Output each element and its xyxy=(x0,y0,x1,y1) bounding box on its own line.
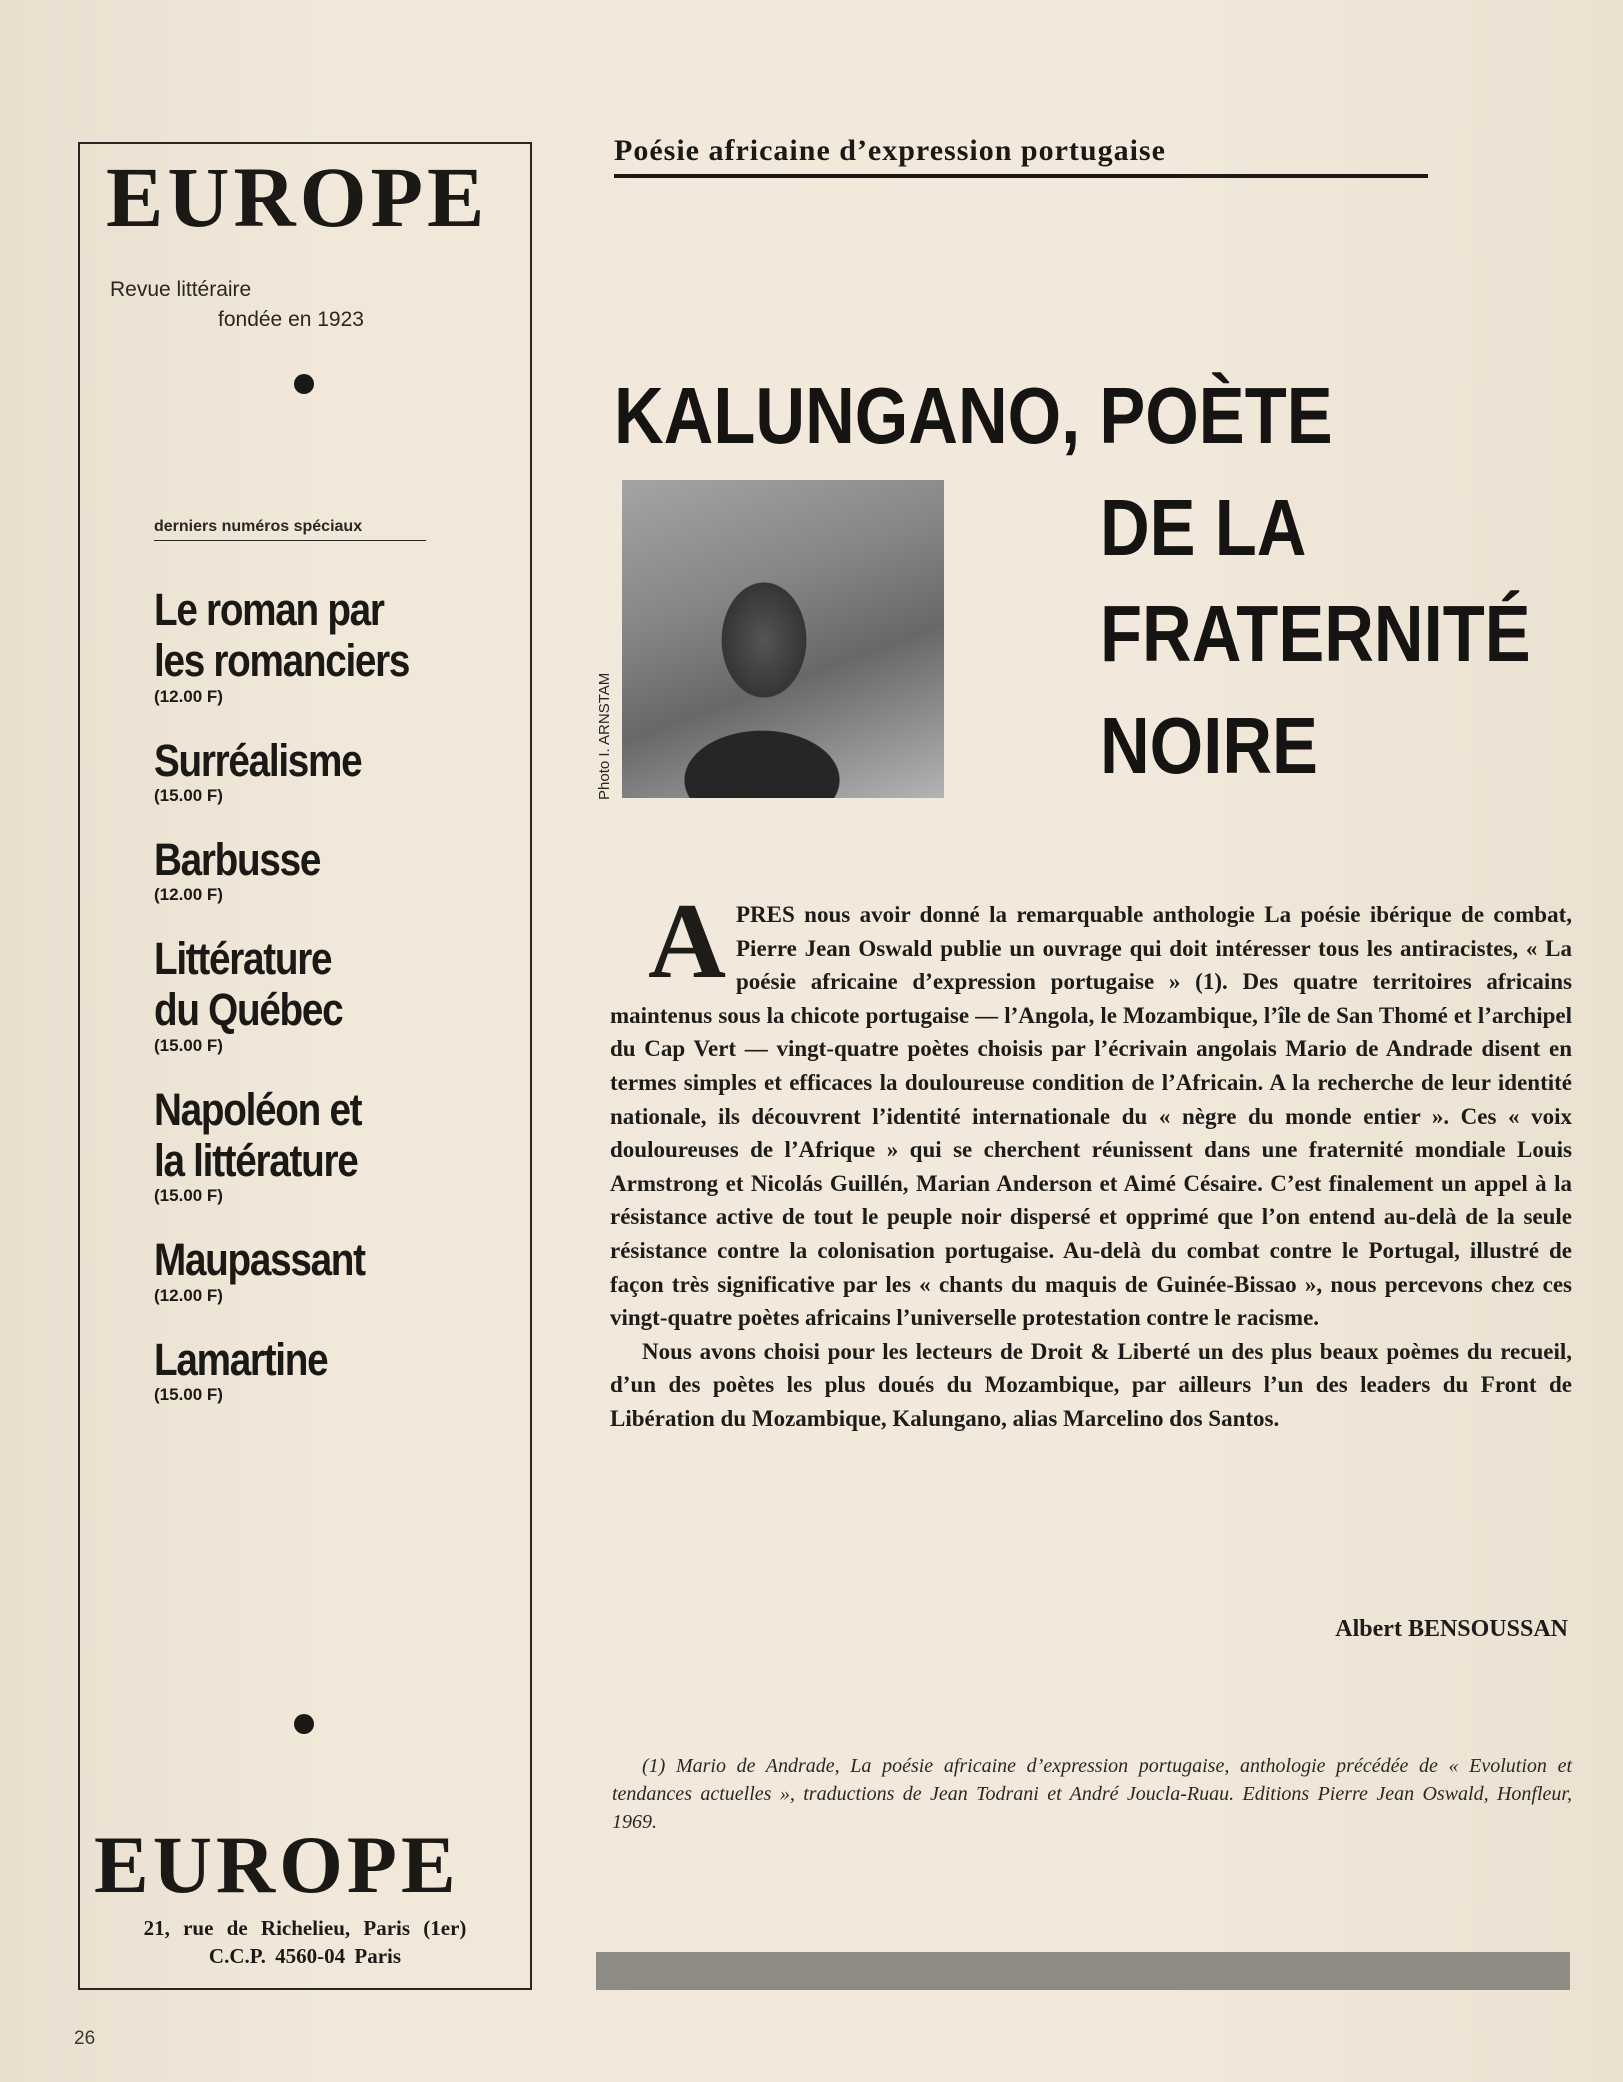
postal-account-line: C.C.P. 4560-04 Paris xyxy=(208,1944,402,1968)
sidebar-subtitle-line1: Revue littéraire xyxy=(110,278,252,301)
author-byline: Albert BENSOUSSAN xyxy=(1335,1616,1568,1642)
issue-title: Maupassant xyxy=(154,1234,365,1286)
paragraph-1-text: PRES nous avoir donné la remarquable anthologie La poésie ibérique de combat, Pierre Jean Oswald publie un ouvrage qui doit intéresser tous les antiracistes, « La poésie africaine d’expression portugaise » (1). Des quatre territoires africains maintenus sous la chicote portugaise — l’Angola, le Mozambique, l’île de San Thomé et l’archipel du Cap Vert — vingt-quatre poètes choisis par l’écrivain angolais Mario de Andrade disent en termes simples et efficaces la douloureuse condition de l’Africain. A la recherche de leur identité nationale, ils découvrent l’identité internationale du « nègre du monde entier ». Ces « voix douloureuses de l’Afrique » qui se cherchent réunissent dans une fraternité mondiale Louis Armstrong et Nicolás Guillén, Marian Anderson et Aimé Césaire. C’est finalement un appel à la résistance active de tout le peuple noir dispersé et opprimé que l’on entend au-delà de la seule résistance contre la colonisation portugaise. Au-delà du combat contre le Portugal, illustré de façon très significative par les « chants du maquis de Guinée-Bissao », nous percevons chez ces vingt-quatre poètes africains l’universelle protestation contre le racisme. xyxy=(610,902,1572,1331)
issue-title: Napoléon et la littérature xyxy=(154,1083,362,1187)
issue-title: Barbusse xyxy=(154,833,321,885)
issue-title: Le roman par les romanciers xyxy=(154,584,410,687)
issue-title: Littérature du Québec xyxy=(154,933,343,1036)
paragraph-2: Nous avons choisi pour les lecteurs de Droit & Liberté un des plus beaux poèmes du recueil, d’un des poètes les plus doués du Mozambique, par ailleurs l’un des leaders du Front de Libération du Mozambique, Kalungano, alias Marcelino dos Santos. xyxy=(610,1338,1572,1431)
drop-cap: A xyxy=(648,882,726,1001)
issue-item xyxy=(154,834,514,905)
page-number: 26 xyxy=(74,2028,96,2049)
issue-price: (15.00 F) xyxy=(154,1384,223,1404)
issue-price: (15.00 F) xyxy=(154,1186,223,1206)
issue-price: (12.00 F) xyxy=(154,885,223,905)
issue-price: (12.00 F) xyxy=(154,1285,223,1305)
sidebar-subtitle-line2: fondée en 1923 xyxy=(218,308,364,331)
europe-advert-sidebar xyxy=(78,142,532,1990)
issue-item xyxy=(154,933,514,1056)
section-kicker: Poésie africaine d’expression portugaise xyxy=(614,134,1428,178)
special-issues-heading: derniers numéros spéciaux xyxy=(154,518,426,541)
photo-credit: Photo I. ARNSTAM xyxy=(596,672,613,800)
issue-item xyxy=(154,1234,514,1305)
article-body xyxy=(610,882,1572,1436)
headline-line-4: NOIRE xyxy=(1100,701,1318,790)
headline-line-1: KALUNGANO, POÈTE xyxy=(614,371,1333,460)
decorative-grey-bar xyxy=(596,1952,1570,1990)
sidebar-title: EUROPE xyxy=(106,149,489,245)
issue-item xyxy=(154,735,514,806)
sidebar-footer-title: EUROPE xyxy=(94,1819,460,1910)
issue-price: (15.00 F) xyxy=(154,1035,223,1055)
issue-item xyxy=(154,1084,514,1207)
headline-line-2: DE LA xyxy=(1100,483,1307,572)
issue-item xyxy=(154,1334,514,1405)
issue-title: Lamartine xyxy=(154,1333,328,1385)
footnote: (1) Mario de Andrade, La poésie africaine d’expression portugaise, anthologie précédée de « Evolution et tendances actuelles », traductions de Jean Todrani et André Joucla-Ruau. Editions Pierre Jean Oswald, Honfleur, 1969. xyxy=(612,1755,1572,1833)
issue-price: (15.00 F) xyxy=(154,785,223,805)
special-issues-list xyxy=(154,584,514,1433)
bullet-dot xyxy=(294,1714,314,1734)
issue-item xyxy=(154,584,514,707)
paragraph-1 xyxy=(610,882,1572,1335)
poet-portrait-photo xyxy=(622,480,944,798)
bullet-dot xyxy=(294,374,314,394)
address-line: 21, rue de Richelieu, Paris (1er) xyxy=(143,1916,467,1940)
issue-title: Surréalisme xyxy=(154,734,362,786)
headline-line-3: FRATERNITÉ xyxy=(1100,589,1531,678)
issue-price: (12.00 F) xyxy=(154,686,223,706)
